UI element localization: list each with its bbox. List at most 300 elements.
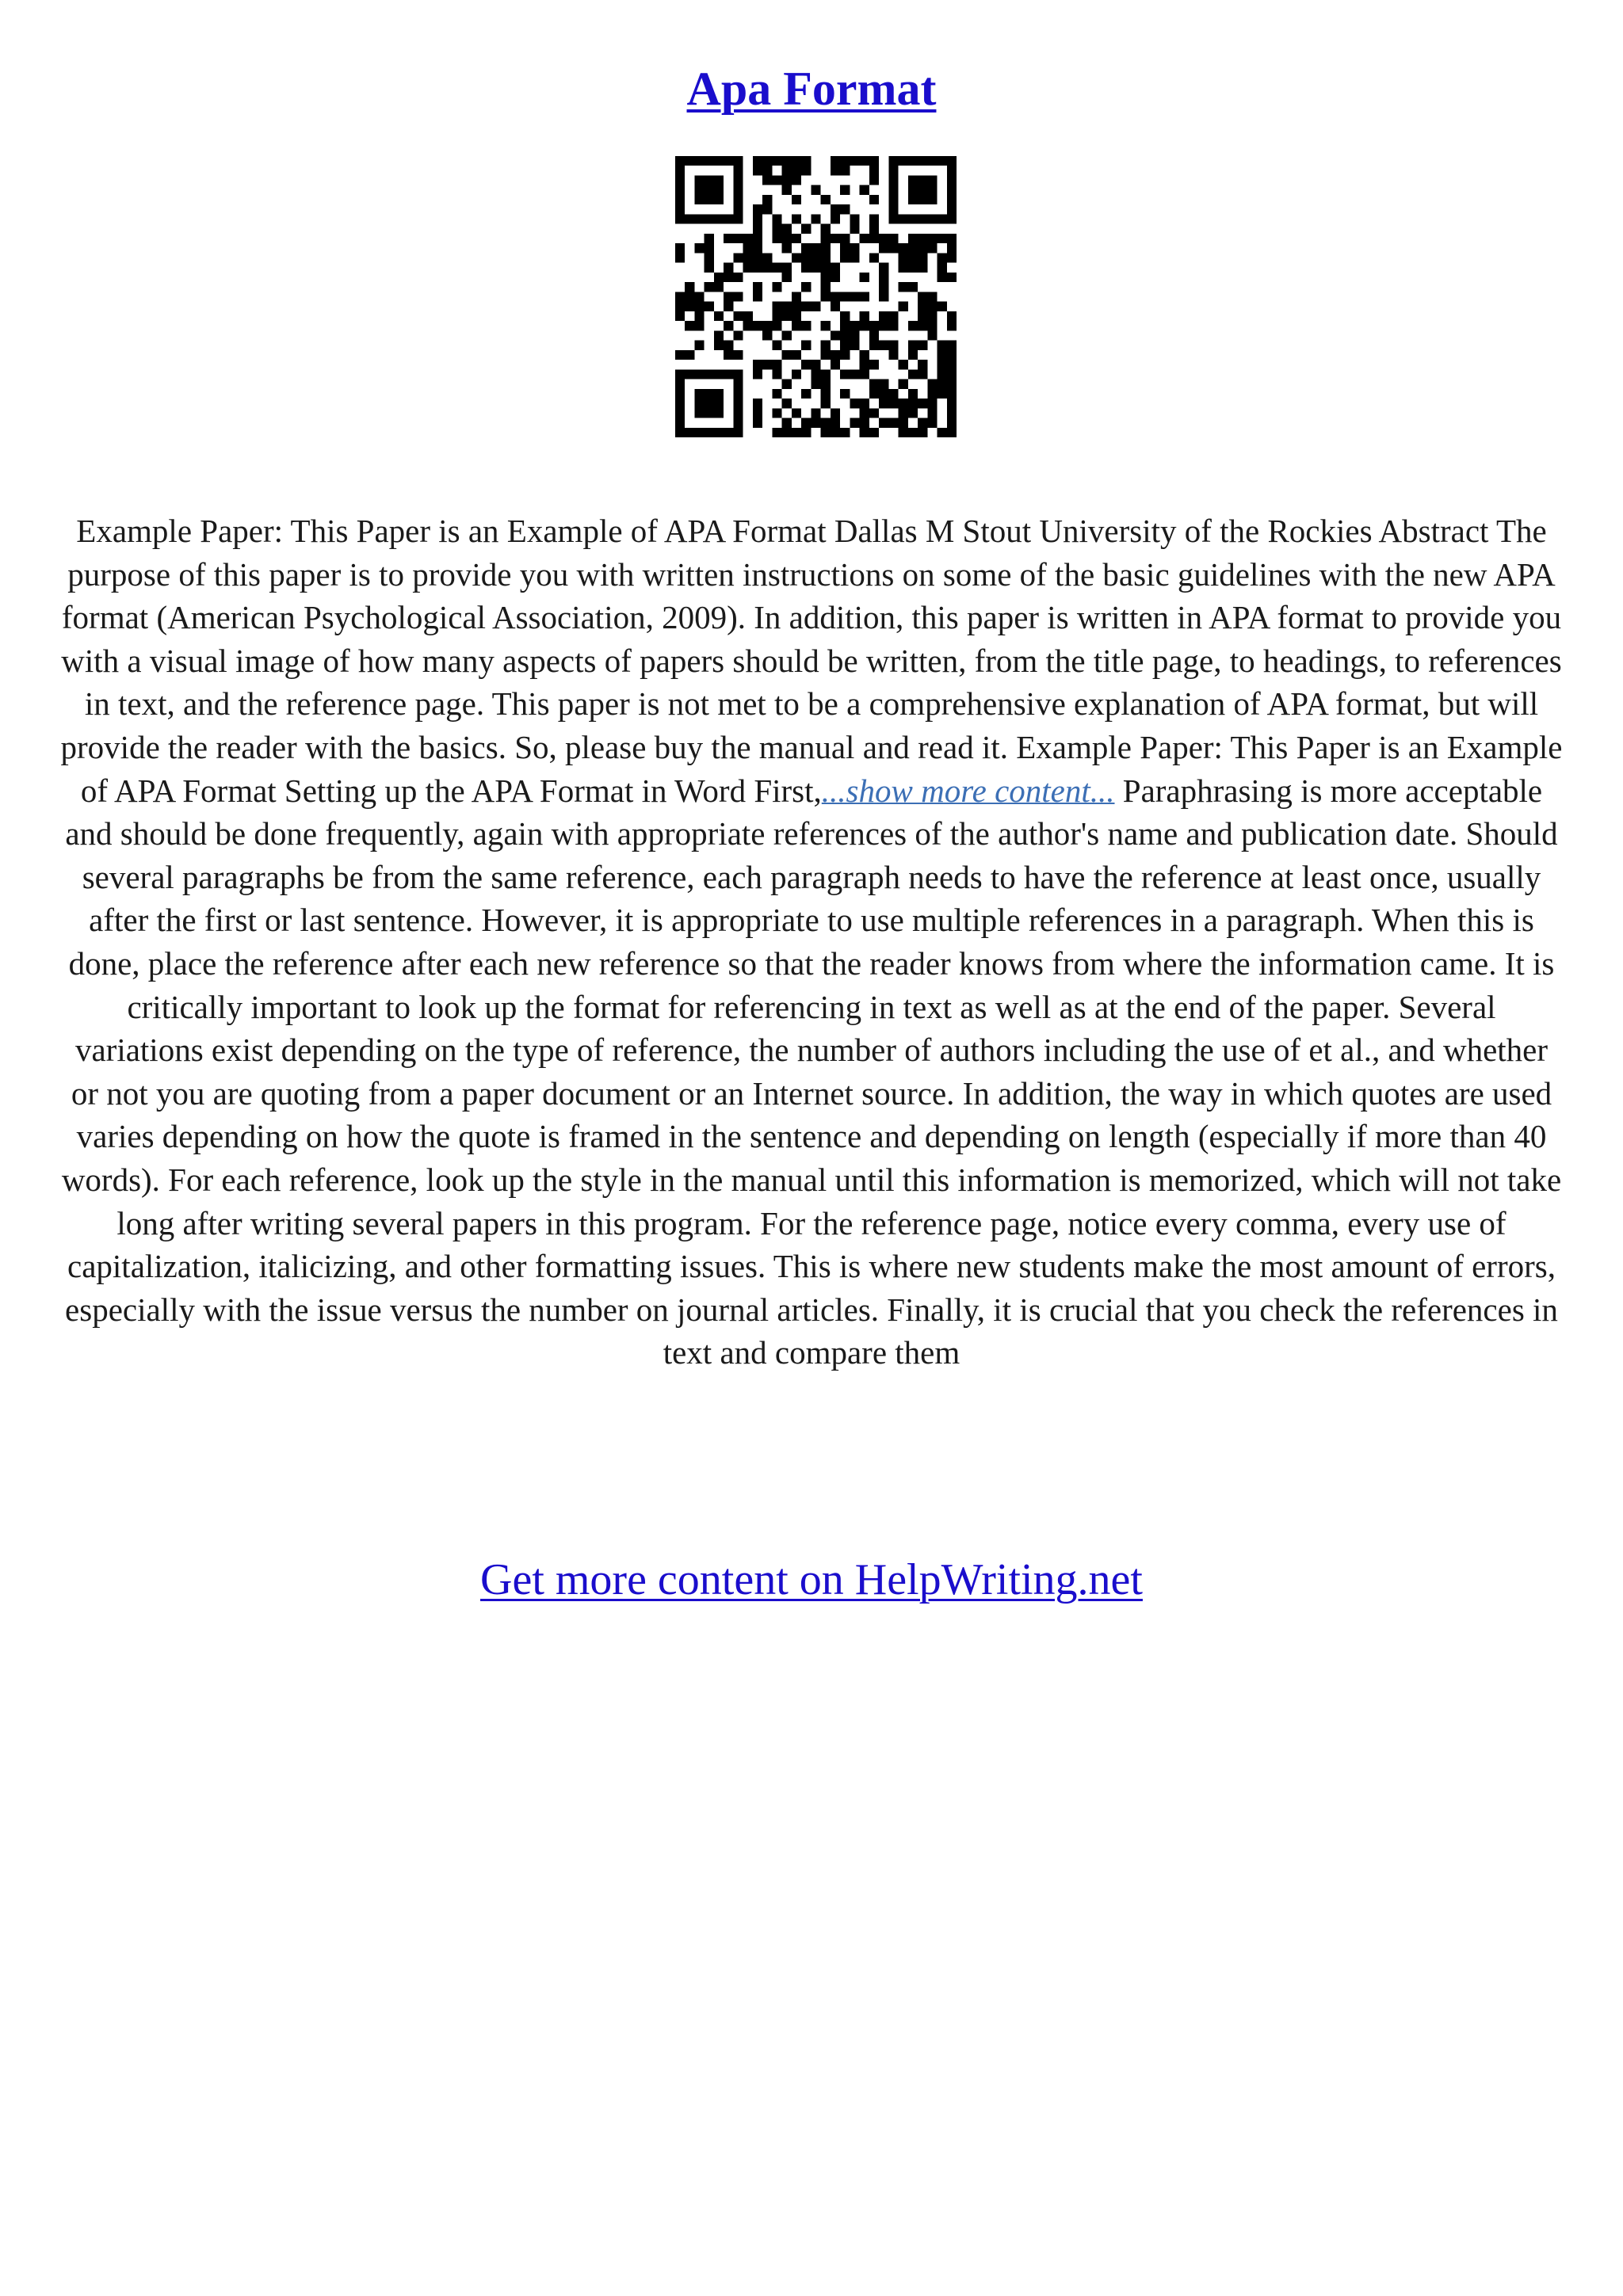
qr-module bbox=[801, 341, 811, 350]
qr-module bbox=[724, 263, 733, 273]
qr-module bbox=[927, 330, 937, 340]
qr-module bbox=[733, 399, 743, 408]
qr-module bbox=[888, 195, 898, 204]
qr-module bbox=[918, 156, 927, 166]
qr-module bbox=[918, 369, 927, 379]
qr-module bbox=[753, 214, 762, 223]
qr-module bbox=[733, 195, 743, 204]
qr-module bbox=[782, 418, 792, 428]
qr-module bbox=[831, 292, 840, 301]
qr-module bbox=[840, 321, 850, 330]
qr-module bbox=[927, 408, 937, 418]
qr-module bbox=[685, 350, 694, 360]
qr-module bbox=[733, 166, 743, 175]
qr-module bbox=[743, 234, 753, 243]
qr-module bbox=[860, 408, 869, 418]
qr-module bbox=[947, 243, 957, 253]
qr-module bbox=[753, 156, 762, 166]
qr-module bbox=[927, 175, 937, 185]
qr-module bbox=[938, 273, 947, 282]
qr-module bbox=[694, 302, 704, 311]
qr-module bbox=[947, 418, 957, 428]
qr-module bbox=[918, 428, 927, 437]
qr-module bbox=[850, 330, 859, 340]
qr-module bbox=[879, 282, 888, 292]
qr-module bbox=[869, 330, 879, 340]
qr-module bbox=[938, 389, 947, 399]
qr-module bbox=[908, 350, 918, 360]
qr-module bbox=[801, 360, 811, 369]
qr-module bbox=[772, 263, 781, 273]
qr-module bbox=[762, 175, 772, 185]
qr-module bbox=[694, 321, 704, 330]
qr-module bbox=[675, 156, 685, 166]
qr-module bbox=[705, 389, 714, 399]
qr-module bbox=[908, 214, 918, 223]
qr-module bbox=[675, 195, 685, 204]
qr-module bbox=[772, 389, 781, 399]
qr-module bbox=[801, 156, 811, 166]
qr-module bbox=[869, 253, 879, 262]
qr-module bbox=[840, 428, 850, 437]
qr-module bbox=[899, 418, 908, 428]
show-more-link[interactable]: ...show more content... bbox=[821, 772, 1115, 809]
qr-module bbox=[869, 379, 879, 389]
qr-module bbox=[714, 156, 724, 166]
qr-module bbox=[918, 321, 927, 330]
qr-module bbox=[782, 263, 792, 273]
qr-module bbox=[860, 321, 869, 330]
qr-module bbox=[879, 311, 888, 321]
qr-module bbox=[811, 408, 820, 418]
qr-module bbox=[908, 175, 918, 185]
qr-module bbox=[831, 350, 840, 360]
qr-module bbox=[675, 175, 685, 185]
qr-module bbox=[821, 224, 831, 234]
qr-module bbox=[675, 350, 685, 360]
qr-module bbox=[685, 156, 694, 166]
qr-module bbox=[675, 379, 685, 389]
qr-module bbox=[733, 234, 743, 243]
qr-module bbox=[675, 253, 685, 262]
qr-module bbox=[705, 302, 714, 311]
qr-module bbox=[705, 195, 714, 204]
qr-module bbox=[801, 418, 811, 428]
qr-module bbox=[714, 282, 724, 292]
qr-module bbox=[733, 156, 743, 166]
qr-module bbox=[705, 234, 714, 243]
qr-module bbox=[811, 379, 820, 389]
qr-module bbox=[927, 243, 937, 253]
qr-module bbox=[860, 156, 869, 166]
qr-module bbox=[801, 428, 811, 437]
qr-module bbox=[840, 253, 850, 262]
excerpt-part-2: Paraphrasing is more acceptable and should be done frequently, again with appropriate references of the author's name and publication date. Should several paragraphs be from the same reference, each paragraph needs to have the reference at least once, usually after the first or last sentence. However, it is appropriate to use multiple references in a paragraph. When this is done, place the reference after each new reference so that the reader knows from where the information came. It is critically important to look up the format for referencing in text as well as at the end of the paper. Several variations exist depending on the type of reference, the number of authors including the use of et al., and whether or not you are quoting from a paper document or an Internet source. In addition, the way in which quotes are used varies depending on how the quote is framed in the sentence and depending on length (especially if more than 40 words). For each reference, look up the style in the manual until this information is memorized, which will not take long after writing several papers in this program. For the reference page, notice every comma, every use of capitalization, italicizing, and other formatting issues. This is where new students make the most amount of errors, especially with the issue versus the number on journal articles. Finally, it is crucial that you check the references in text and compare them bbox=[61, 772, 1562, 1371]
qr-module bbox=[821, 263, 831, 273]
qr-module bbox=[753, 204, 762, 214]
qr-module bbox=[840, 330, 850, 340]
qr-module bbox=[714, 408, 724, 418]
qr-module bbox=[860, 234, 869, 243]
qr-module bbox=[743, 311, 753, 321]
qr-module bbox=[918, 234, 927, 243]
qr-module bbox=[714, 389, 724, 399]
qr-module bbox=[879, 234, 888, 243]
qr-module bbox=[918, 399, 927, 408]
qr-module bbox=[938, 302, 947, 311]
qr-module bbox=[772, 321, 781, 330]
qr-module bbox=[850, 214, 859, 223]
qr-module bbox=[705, 156, 714, 166]
qr-module bbox=[753, 399, 762, 408]
qr-module bbox=[753, 369, 762, 379]
qr-module bbox=[860, 360, 869, 369]
qr-module bbox=[821, 389, 831, 399]
qr-module bbox=[860, 369, 869, 379]
qr-module bbox=[801, 282, 811, 292]
qr-module bbox=[899, 302, 908, 311]
qr-module bbox=[831, 330, 840, 340]
qr-module bbox=[927, 185, 937, 195]
qr-module bbox=[792, 156, 801, 166]
qr-module bbox=[792, 166, 801, 175]
qr-module bbox=[840, 204, 850, 214]
qr-module bbox=[782, 302, 792, 311]
qr-module bbox=[724, 350, 733, 360]
qr-module bbox=[938, 263, 947, 273]
qr-module bbox=[782, 330, 792, 340]
qr-module bbox=[675, 166, 685, 175]
qr-module bbox=[947, 341, 957, 350]
qr-module bbox=[888, 185, 898, 195]
qr-module bbox=[792, 175, 801, 185]
qr-module bbox=[782, 243, 792, 253]
qr-module bbox=[733, 330, 743, 340]
qr-module bbox=[888, 418, 898, 428]
qr-module bbox=[860, 273, 869, 282]
qr-module bbox=[772, 175, 781, 185]
qr-module bbox=[821, 282, 831, 292]
qr-module bbox=[869, 214, 879, 223]
qr-module bbox=[694, 214, 704, 223]
qr-module bbox=[743, 253, 753, 262]
qr-module bbox=[753, 234, 762, 243]
qr-module bbox=[899, 379, 908, 389]
qr-module bbox=[675, 408, 685, 418]
get-more-content-link[interactable]: Get more content on HelpWriting.net bbox=[480, 1555, 1143, 1604]
qr-module bbox=[908, 282, 918, 292]
qr-module bbox=[860, 399, 869, 408]
title-link[interactable]: Apa Format bbox=[686, 63, 937, 115]
qr-module bbox=[888, 399, 898, 408]
qr-module bbox=[947, 428, 957, 437]
qr-module bbox=[782, 273, 792, 282]
qr-module bbox=[938, 350, 947, 360]
qr-module bbox=[685, 214, 694, 223]
qr-module bbox=[850, 399, 859, 408]
qr-module bbox=[908, 156, 918, 166]
qr-module bbox=[938, 341, 947, 350]
qr-module bbox=[947, 166, 957, 175]
qr-module bbox=[850, 418, 859, 428]
qr-module bbox=[675, 369, 685, 379]
qr-module bbox=[694, 311, 704, 321]
qr-module bbox=[792, 311, 801, 321]
qr-module bbox=[685, 321, 694, 330]
qr-module bbox=[762, 204, 772, 214]
qr-module bbox=[792, 292, 801, 301]
qr-module bbox=[938, 234, 947, 243]
qr-module bbox=[918, 341, 927, 350]
qr-module bbox=[918, 311, 927, 321]
qr-module bbox=[811, 243, 820, 253]
qr-module bbox=[811, 185, 820, 195]
qr-module bbox=[850, 224, 859, 234]
qr-module bbox=[831, 428, 840, 437]
qr-module bbox=[860, 350, 869, 360]
qr-module bbox=[918, 243, 927, 253]
qr-module bbox=[947, 253, 957, 262]
qr-module bbox=[675, 389, 685, 399]
qr-module bbox=[899, 263, 908, 273]
qr-module bbox=[908, 389, 918, 399]
qr-module bbox=[947, 204, 957, 214]
qr-module bbox=[792, 428, 801, 437]
qr-module bbox=[675, 428, 685, 437]
qr-module bbox=[753, 360, 762, 369]
qr-module bbox=[733, 311, 743, 321]
qr-module bbox=[724, 214, 733, 223]
qr-module bbox=[947, 234, 957, 243]
qr-module bbox=[792, 214, 801, 223]
qr-module bbox=[860, 428, 869, 437]
qr-module bbox=[772, 234, 781, 243]
qr-module bbox=[705, 428, 714, 437]
qr-module bbox=[753, 321, 762, 330]
qr-module bbox=[927, 302, 937, 311]
qr-module bbox=[899, 156, 908, 166]
qr-module bbox=[840, 156, 850, 166]
qr-module bbox=[724, 273, 733, 282]
qr-module bbox=[705, 399, 714, 408]
qr-module bbox=[938, 214, 947, 223]
qr-module bbox=[782, 311, 792, 321]
qr-module bbox=[908, 369, 918, 379]
qr-module bbox=[762, 156, 772, 166]
qr-module bbox=[918, 302, 927, 311]
qr-module bbox=[772, 302, 781, 311]
qr-module bbox=[840, 341, 850, 350]
qr-module bbox=[801, 224, 811, 234]
qr-module bbox=[850, 292, 859, 301]
qr-module bbox=[724, 341, 733, 350]
qr-module bbox=[705, 263, 714, 273]
qr-module bbox=[733, 214, 743, 223]
qr-module bbox=[762, 330, 772, 340]
qr-module bbox=[753, 263, 762, 273]
qr-module bbox=[927, 418, 937, 428]
qr-module bbox=[694, 369, 704, 379]
qr-module bbox=[733, 292, 743, 301]
qr-module bbox=[947, 399, 957, 408]
qr-module bbox=[908, 253, 918, 262]
qr-module bbox=[675, 243, 685, 253]
qr-module bbox=[840, 243, 850, 253]
qr-module bbox=[675, 214, 685, 223]
page-title bbox=[0, 57, 1623, 120]
qr-module bbox=[811, 253, 820, 262]
qr-module bbox=[947, 408, 957, 418]
qr-module bbox=[879, 263, 888, 273]
qr-module bbox=[762, 360, 772, 369]
qr-module bbox=[772, 214, 781, 223]
qr-module bbox=[840, 292, 850, 301]
qr-module bbox=[675, 204, 685, 214]
qr-module bbox=[927, 389, 937, 399]
qr-module bbox=[733, 273, 743, 282]
qr-module bbox=[733, 253, 743, 262]
qr-module bbox=[705, 369, 714, 379]
qr-module bbox=[714, 214, 724, 223]
qr-module bbox=[782, 399, 792, 408]
qr-module bbox=[918, 214, 927, 223]
qr-module bbox=[685, 302, 694, 311]
qr-module bbox=[743, 321, 753, 330]
qr-module bbox=[724, 321, 733, 330]
qr-module bbox=[888, 321, 898, 330]
qr-module bbox=[860, 418, 869, 428]
qr-module bbox=[840, 185, 850, 195]
qr-module bbox=[888, 175, 898, 185]
qr-module bbox=[947, 214, 957, 223]
qr-module bbox=[947, 175, 957, 185]
qr-module bbox=[831, 408, 840, 418]
qr-module bbox=[908, 234, 918, 243]
qr-module bbox=[831, 273, 840, 282]
qr-module bbox=[918, 360, 927, 369]
qr-module bbox=[782, 234, 792, 243]
qr-module bbox=[831, 204, 840, 214]
qr-module bbox=[792, 369, 801, 379]
qr-module bbox=[705, 185, 714, 195]
qr-module bbox=[714, 175, 724, 185]
qr-module bbox=[888, 311, 898, 321]
qr-module bbox=[685, 428, 694, 437]
qr-module bbox=[811, 369, 820, 379]
qr-module bbox=[724, 428, 733, 437]
qr-module bbox=[694, 408, 704, 418]
qr-module bbox=[772, 428, 781, 437]
qr-module bbox=[938, 379, 947, 389]
qr-module bbox=[860, 311, 869, 321]
article-excerpt bbox=[60, 509, 1563, 1375]
qr-module bbox=[938, 253, 947, 262]
qr-module bbox=[792, 302, 801, 311]
qr-module bbox=[840, 311, 850, 321]
qr-module bbox=[675, 292, 685, 301]
qr-module bbox=[888, 234, 898, 243]
qr-module bbox=[782, 428, 792, 437]
qr-module bbox=[947, 195, 957, 204]
qr-module bbox=[888, 156, 898, 166]
qr-module bbox=[908, 263, 918, 273]
qr-module bbox=[850, 243, 859, 253]
qr-module bbox=[821, 243, 831, 253]
qr-module bbox=[918, 253, 927, 262]
qr-module bbox=[694, 175, 704, 185]
qr-module bbox=[753, 253, 762, 262]
qr-module bbox=[733, 369, 743, 379]
qr-module bbox=[927, 234, 937, 243]
qr-module bbox=[869, 175, 879, 185]
qr-module bbox=[879, 243, 888, 253]
qr-module bbox=[782, 224, 792, 234]
qr-module bbox=[899, 360, 908, 369]
qr-module bbox=[821, 273, 831, 282]
qr-module bbox=[782, 175, 792, 185]
qr-module bbox=[821, 369, 831, 379]
qr-module bbox=[772, 360, 781, 369]
qr-module bbox=[947, 321, 957, 330]
qr-module bbox=[733, 408, 743, 418]
qr-module bbox=[733, 175, 743, 185]
qr-module bbox=[908, 243, 918, 253]
qr-module bbox=[705, 243, 714, 253]
qr-module bbox=[938, 156, 947, 166]
qr-module bbox=[821, 234, 831, 243]
qr-module bbox=[821, 379, 831, 389]
qr-module bbox=[685, 282, 694, 292]
qr-module bbox=[927, 214, 937, 223]
qr-module bbox=[869, 341, 879, 350]
qr-module bbox=[694, 195, 704, 204]
qr-module bbox=[947, 185, 957, 195]
qr-module bbox=[869, 408, 879, 418]
qr-module bbox=[753, 224, 762, 234]
qr-module bbox=[947, 369, 957, 379]
qr-module bbox=[753, 292, 762, 301]
qr-module bbox=[879, 399, 888, 408]
qr-module bbox=[782, 350, 792, 360]
qr-module bbox=[879, 273, 888, 282]
qr-module bbox=[860, 185, 869, 195]
qr-module bbox=[694, 243, 704, 253]
qr-module bbox=[694, 428, 704, 437]
qr-module bbox=[772, 408, 781, 418]
qr-module bbox=[869, 166, 879, 175]
qr-module bbox=[743, 263, 753, 273]
qr-module bbox=[850, 369, 859, 379]
qr-module bbox=[811, 214, 820, 223]
qr-module bbox=[782, 185, 792, 195]
qr-module bbox=[694, 185, 704, 195]
qr-module bbox=[831, 360, 840, 369]
qr-module bbox=[811, 418, 820, 428]
qr-module bbox=[782, 156, 792, 166]
qr-module bbox=[947, 273, 957, 282]
qr-module bbox=[821, 195, 831, 204]
qr-module bbox=[850, 253, 859, 262]
qr-module bbox=[724, 369, 733, 379]
qr-module bbox=[938, 369, 947, 379]
qr-module bbox=[685, 292, 694, 301]
qr-module bbox=[705, 408, 714, 418]
qr-module bbox=[733, 204, 743, 214]
qr-module bbox=[899, 214, 908, 223]
qr-module bbox=[733, 379, 743, 389]
qr-module bbox=[753, 282, 762, 292]
qr-module bbox=[927, 292, 937, 301]
